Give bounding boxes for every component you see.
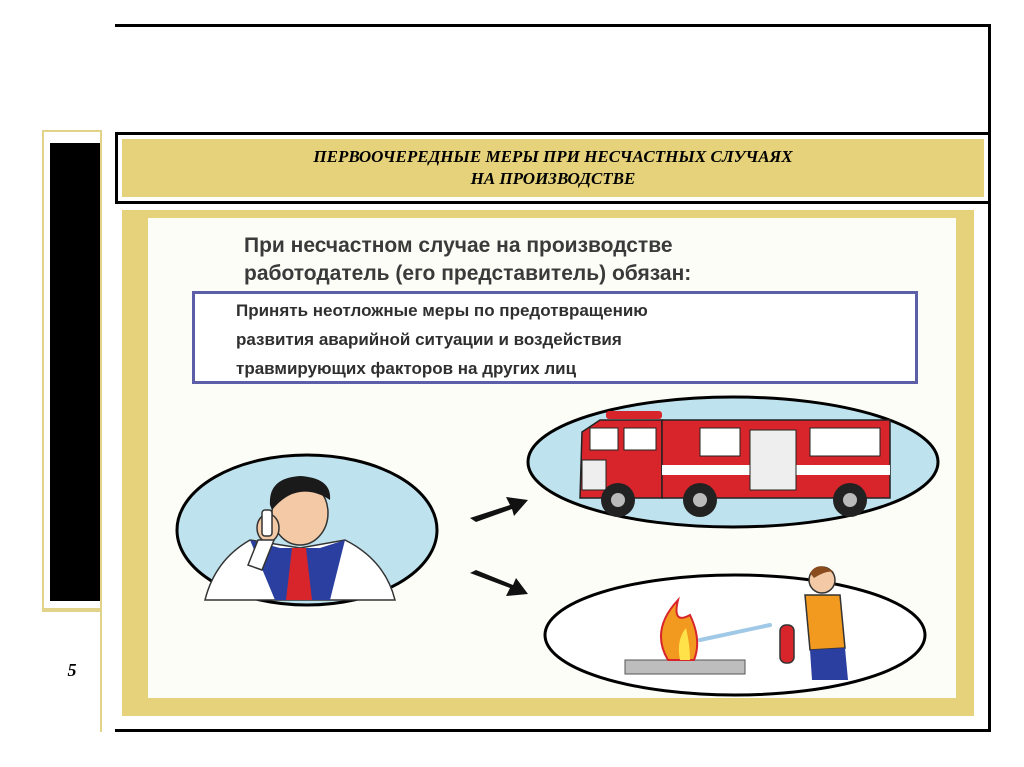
extinguisher-icon xyxy=(780,625,794,663)
fire-truck-illustration xyxy=(528,397,938,527)
title-line-2: НА ПРОИЗВОДСТВЕ xyxy=(470,169,636,188)
phone-caller-illustration xyxy=(177,455,437,605)
heading-line-1: При несчастном случае на производстве xyxy=(244,234,673,257)
arrow-right-down-icon xyxy=(470,570,528,596)
arrow-right-up-icon xyxy=(470,497,528,522)
page-number: 5 xyxy=(67,660,77,680)
fire-extinguishing-illustration xyxy=(545,566,925,695)
duty-line-3: травмирующих факторов на других лиц xyxy=(236,359,577,378)
arrow-icons xyxy=(470,497,528,596)
duty-line-2: развития аварийной ситуации и воздействия xyxy=(236,330,622,349)
duty-line-1: Принять неотложные меры по предотвращению xyxy=(236,301,648,320)
title-line-1: ПЕРВООЧЕРЕДНЫЕ МЕРЫ ПРИ НЕСЧАСТНЫХ СЛУЧАЯХ xyxy=(313,147,793,166)
heading-line-2: работодатель (его представитель) обязан: xyxy=(244,262,692,285)
